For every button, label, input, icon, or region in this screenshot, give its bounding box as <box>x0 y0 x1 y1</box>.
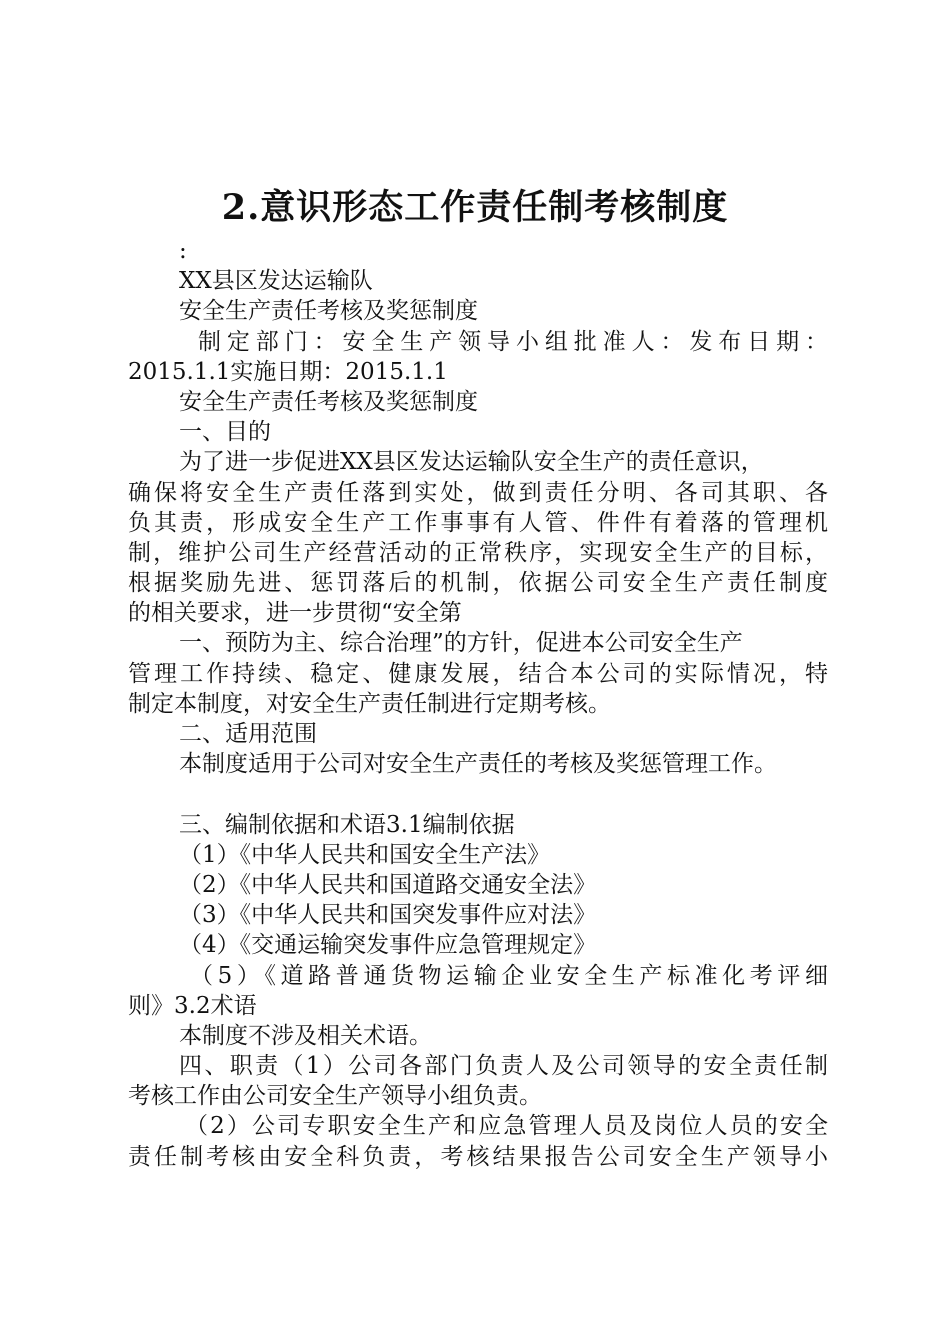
text-line: 安全生产责任考核及奖惩制度 <box>179 298 478 325</box>
text-line: 负其责，形成安全生产工作事事有人管、件件有着落的管理机 <box>128 509 828 536</box>
text-line: 二、适用范围 <box>179 721 317 747</box>
text-line: （5）《道路普通货物运输企业安全生产标准化考评细 <box>190 962 828 989</box>
text-line: （2）《中华人民共和国道路交通安全法》 <box>179 871 597 898</box>
text-line: 制定部门：安全生产领导小组批准人：发布日期： <box>198 328 828 355</box>
text-line: （4）《交通运输突发事件应急管理规定》 <box>179 932 597 959</box>
document-body <box>128 236 828 1172</box>
text-line: （1）《中华人民共和国安全生产法》 <box>179 841 551 868</box>
text-line: 安全生产责任考核及奖惩制度 <box>179 388 478 415</box>
text-line: 则》3.2术语 <box>128 992 257 1019</box>
text-line: 三、编制依据和术语3.1编制依据 <box>179 811 515 838</box>
text-line: 一、目的 <box>179 419 271 446</box>
text-line: （3）《中华人民共和国突发事件应对法》 <box>179 902 597 929</box>
text-line: 制定本制度，对安全生产责任制进行定期考核。 <box>128 690 611 717</box>
text-line: XX县区发达运输队 <box>179 268 373 295</box>
text-line: （2）公司专职安全生产和应急管理人员及岗位人员的安全 <box>185 1113 828 1140</box>
text-line: 责任制考核由安全科负责，考核结果报告公司安全生产领导小 <box>128 1143 828 1170</box>
text-line: 2015.1.1实施日期：2015.1.1 <box>128 358 448 385</box>
blank-line <box>128 779 828 809</box>
text-line: 根据奖励先进、惩罚落后的机制，依据公司安全生产责任制度 <box>128 570 828 597</box>
text-line: 本制度适用于公司对安全生产责任的考核及奖惩管理工作。 <box>179 751 777 778</box>
text-line: 确保将安全生产责任落到实处，做到责任分明、各司其职、各 <box>128 479 828 506</box>
text-line: 制，维护公司生产经营活动的正常秩序，实现安全生产的目标， <box>128 539 828 566</box>
text-line: 本制度不涉及相关术语。 <box>179 1022 432 1049</box>
text-line: 考核工作由公司安全生产领导小组负责。 <box>128 1083 542 1110</box>
text-line: 管理工作持续、稳定、健康发展，结合本公司的实际情况，特 <box>128 660 828 687</box>
document-title: 2.意识形态工作责任制考核制度 <box>221 187 729 228</box>
text-line: 一、预防为主、综合治理”的方针，促进本公司安全生产 <box>179 630 743 657</box>
text-line: 为了进一步促进XX县区发达运输队安全生产的责任意识， <box>179 449 764 476</box>
text-line: : <box>179 238 187 264</box>
text-line: 的相关要求，进一步贯彻“安全第 <box>128 600 462 627</box>
text-line: 四、职责（1）公司各部门负责人及公司领导的安全责任制 <box>179 1053 828 1080</box>
